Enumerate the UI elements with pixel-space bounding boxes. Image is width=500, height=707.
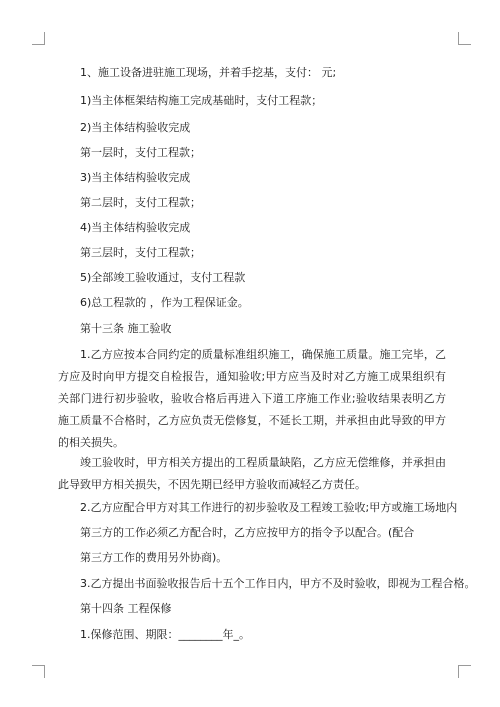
- paragraph: 竣工验收时，甲方相关方提出的工程质量缺陷，乙方应无偿维修，并承担由此导致甲方相关损失，不因先期已经甲方验收而减轻乙方责任。: [58, 456, 446, 491]
- clause-text: 第三层时，支付工程款；: [80, 246, 201, 259]
- clause-text: 第三方工作的费用另外协商)。: [80, 551, 228, 564]
- clause-text: 3)当主体结构验收完成: [80, 171, 191, 184]
- clause-text: 5)全部竣工验收通过，支付工程款: [80, 271, 246, 284]
- clause-text: 1、施工设备进驻施工现场，并着手挖基，支付： 元;: [80, 66, 337, 79]
- clause-text: 6)总工程款的 ，作为工程保证金。: [80, 296, 249, 309]
- crop-mark-top-left: [32, 32, 45, 45]
- clause-text: 3.乙方提出书面验收报告后十五个工作日内，甲方不及时验收，即视为工程合格。: [80, 577, 476, 590]
- clause-text: 4)当主体结构验收完成: [80, 221, 191, 234]
- clause-text: 第二层时，支付工程款；: [80, 196, 201, 209]
- clause-text: 1)当主体框架结构施工完成基础时，支付工程款；: [80, 94, 323, 107]
- paragraph: 1.乙方应按本合同约定的质量标准组织施工，确保施工质量。施工完毕，乙方应及时向甲方提交自检报告，通知验收;甲方应当及时对乙方施工成果组织有关部门进行初步验收，验收合格后再进入下道工序施工作业;验收结果表明乙方施工质量不合格时，乙方应负责无偿修复，不延长工期，并承担由此导致的甲方的相关损失。: [58, 348, 446, 449]
- clause-text: 2.乙方应配合甲方对其工作进行的初步验收及工程竣工验收;甲方或施工场地内: [80, 501, 458, 514]
- clause-text: 1.保修范围、期限：________年_。: [80, 628, 250, 641]
- section-heading: 第十三条 施工验收: [80, 322, 172, 335]
- clause-text: 第一层时，支付工程款；: [80, 146, 201, 159]
- crop-mark-top-right: [458, 32, 471, 45]
- crop-mark-bottom-left: [32, 665, 45, 678]
- clause-text: 第三方的工作必须乙方配合时，乙方应按甲方的指令予以配合。(配合: [80, 526, 415, 539]
- clause-text: 2)当主体结构验收完成: [80, 121, 191, 134]
- section-heading: 第十四条 工程保修: [80, 602, 172, 615]
- crop-mark-bottom-right: [458, 665, 471, 678]
